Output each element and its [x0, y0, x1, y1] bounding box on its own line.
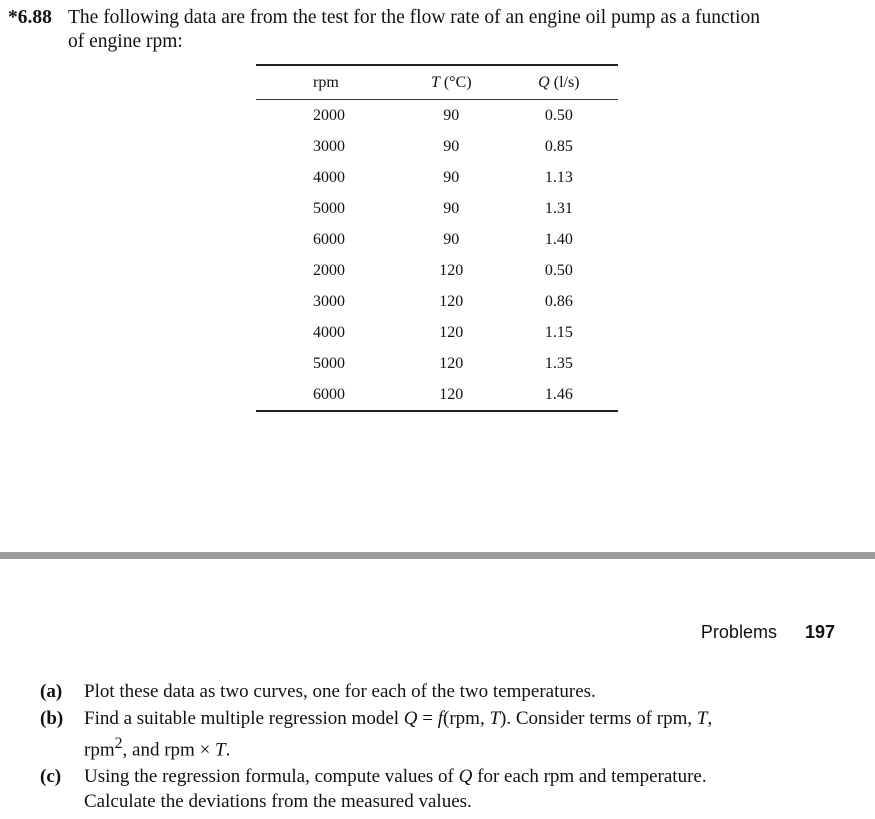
table-row — [256, 286, 618, 317]
cell-rpm: 6000 — [313, 385, 345, 403]
part-c — [40, 764, 855, 814]
header-temperature — [403, 65, 500, 100]
problem-text-line2: of engine rpm: — [68, 31, 183, 52]
part-b-q: Q — [403, 708, 418, 729]
part-b-text — [84, 706, 712, 762]
part-b-end: , — [707, 708, 713, 729]
part-b-label: (b) — [40, 708, 64, 729]
part-b-t2: T — [696, 708, 708, 729]
part-c-post: for each rpm and temperature. — [472, 766, 707, 788]
part-a-label: (a) — [40, 681, 63, 702]
table-row — [256, 131, 618, 162]
cell-rpm: 2000 — [313, 106, 345, 124]
cell-flow-rate: 1.40 — [544, 230, 573, 248]
table-row — [256, 317, 618, 348]
problem-text-line1: The following data are from the test for the flow rate of an engine oil pump as a function — [68, 7, 761, 28]
part-b-line2-t: T — [215, 739, 226, 761]
header-t-symbol: T — [430, 73, 440, 91]
cell-temperature: 90 — [443, 199, 460, 217]
cell-flow-rate: 1.13 — [544, 168, 573, 186]
cell-flow-rate: 1.31 — [544, 199, 573, 217]
table-header-row — [256, 65, 618, 100]
part-c-q: Q — [458, 766, 473, 788]
part-b-sup: 2 — [114, 735, 123, 752]
cell-rpm: 2000 — [313, 261, 345, 279]
part-b-text-1: Find a suitable multiple regression model — [84, 708, 404, 729]
table-row — [256, 224, 618, 255]
cell-rpm: 5000 — [313, 354, 345, 372]
cell-rpm: 3000 — [313, 292, 345, 310]
cell-flow-rate: 0.50 — [544, 261, 573, 279]
cell-flow-rate: 0.85 — [544, 137, 573, 155]
problem-parts — [40, 679, 855, 816]
cell-rpm: 4000 — [313, 168, 345, 186]
part-a-text: Plot these data as two curves, one for each of the two temperatures. — [84, 681, 596, 702]
cell-flow-rate: 1.35 — [544, 354, 573, 372]
cell-temperature: 90 — [443, 168, 460, 186]
header-q-symbol: Q — [538, 73, 550, 91]
cell-rpm: 5000 — [313, 199, 345, 217]
cell-temperature: 90 — [443, 230, 460, 248]
part-b-f: f — [437, 708, 444, 729]
section-title: Problems — [700, 622, 777, 642]
cell-flow-rate: 0.50 — [544, 106, 573, 124]
part-b-t: T — [489, 708, 501, 729]
cell-rpm: 3000 — [313, 137, 345, 155]
problem-statement — [8, 6, 863, 54]
cell-temperature: 120 — [439, 261, 464, 279]
part-b-rpm: rpm — [84, 739, 115, 761]
problem-number: *6.88 — [8, 7, 52, 28]
running-header — [701, 622, 835, 643]
table-row — [256, 348, 618, 379]
part-b-post: ). Consider terms of rpm, — [500, 708, 697, 729]
header-rpm: rpm — [256, 65, 403, 100]
cell-rpm: 4000 — [313, 323, 345, 341]
table-row — [256, 162, 618, 193]
cell-temperature: 120 — [439, 292, 464, 310]
header-flow-rate — [500, 65, 618, 100]
part-b-mid: (rpm, — [443, 708, 490, 729]
part-a — [40, 679, 855, 704]
part-c-line2: Calculate the deviations from the measured values. — [84, 791, 472, 813]
cell-flow-rate: 1.15 — [544, 323, 573, 341]
page-divider — [0, 552, 875, 559]
cell-flow-rate: 0.86 — [544, 292, 573, 310]
cell-temperature: 120 — [439, 385, 464, 403]
cell-temperature: 90 — [443, 137, 460, 155]
part-b-eq: = — [417, 708, 438, 729]
part-b-line2-end: . — [225, 739, 231, 761]
data-table — [256, 64, 618, 412]
table-row — [256, 379, 618, 411]
table-row — [256, 100, 618, 132]
cell-flow-rate: 1.46 — [544, 385, 573, 403]
table-row — [256, 255, 618, 286]
part-b — [40, 706, 855, 762]
page-number: 197 — [804, 622, 835, 642]
part-b-line2-mid: , and rpm × — [122, 739, 216, 761]
part-c-text-1: Using the regression formula, compute values of — [84, 766, 459, 788]
cell-temperature: 120 — [439, 323, 464, 341]
part-c-text — [84, 764, 707, 814]
header-t-unit: (°C) — [439, 73, 472, 91]
header-q-unit: (l/s) — [549, 73, 580, 91]
cell-rpm: 6000 — [313, 230, 345, 248]
cell-temperature: 120 — [439, 354, 464, 372]
cell-temperature: 90 — [443, 106, 460, 124]
part-c-label: (c) — [40, 766, 62, 788]
table-row — [256, 193, 618, 224]
